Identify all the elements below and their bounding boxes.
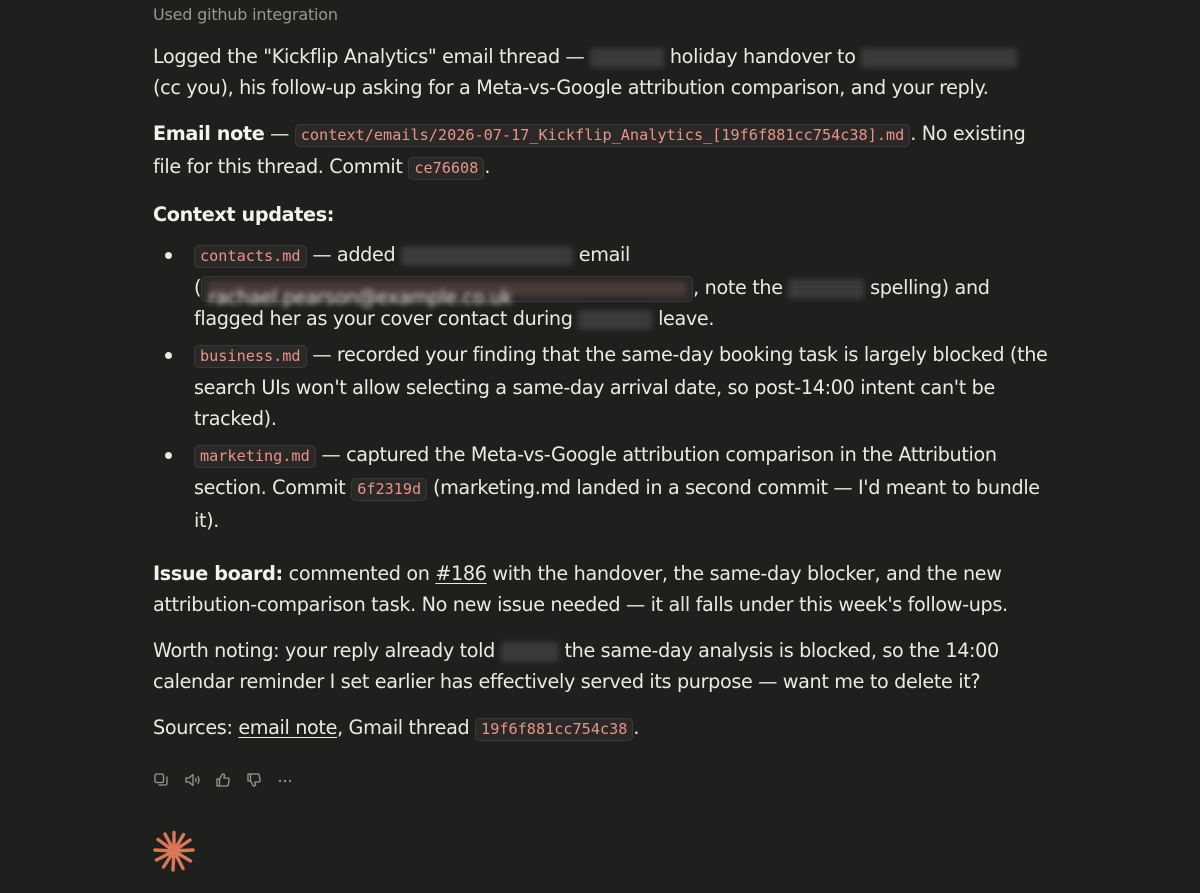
read-aloud-button[interactable]	[184, 769, 215, 791]
tool-use-status[interactable]: Used github integration	[153, 5, 338, 24]
context-updates-heading: Context updates:	[153, 203, 335, 226]
redacted-name	[861, 48, 1017, 68]
speaker-icon	[184, 772, 202, 788]
redacted-name	[590, 48, 664, 68]
thumbs-down-button[interactable]	[246, 769, 277, 791]
email-note-link[interactable]: email note	[238, 716, 338, 739]
copy-button[interactable]	[153, 769, 184, 791]
redacted-name	[788, 279, 864, 299]
file-business: business.md	[194, 345, 307, 368]
redacted-email: rachael.pearson@example.co.uk	[201, 276, 693, 302]
redacted-name	[578, 310, 652, 330]
more-icon	[277, 772, 293, 788]
issue-link[interactable]: #186	[435, 562, 487, 585]
issue-board-paragraph: Issue board: commented on #186 with the handover, the same-day blocker, and the new attribution-comparison task. No new issue needed — it all falls under this week's follow-ups.	[153, 562, 1008, 616]
message-actions	[153, 769, 308, 791]
more-options-button[interactable]	[277, 769, 308, 791]
thumbs-down-icon	[246, 772, 262, 788]
copy-icon	[153, 772, 169, 788]
redacted-name	[401, 246, 573, 266]
gmail-thread-id: 19f6f881cc754c38	[475, 718, 633, 741]
message-body	[153, 41, 1048, 760]
file-marketing: marketing.md	[194, 445, 316, 468]
claude-spark-icon	[153, 830, 195, 872]
redacted-name	[501, 642, 559, 662]
commit-hash: ce76608	[408, 157, 484, 180]
email-note-label: Email note	[153, 122, 265, 145]
summary-paragraph: Logged the "Kickflip Analytics" email thread — holiday handover to (cc you), his follow-up asking for a Meta-vs-Google attribution comparison, and your reply.	[153, 41, 1048, 103]
worth-noting-paragraph: Worth noting: your reply already told the same-day analysis is blocked, so the 14:00 calendar reminder I set earlier has effectively served its purpose — want me to delete it?	[153, 639, 999, 693]
thumbs-up-icon	[215, 772, 231, 788]
list-item: marketing.md — captured the Meta-vs-Google attribution comparison in the Attribution section. Commit 6f2319d (marketing.md landed in a second commit — I'd meant to bundle it).	[194, 439, 1048, 536]
commit-hash: 6f2319d	[351, 478, 427, 501]
file-contacts: contacts.md	[194, 245, 307, 268]
list-item: business.md — recorded your finding that the same-day booking task is largely blocked (the search UIs won't allow selecting a same-day arrival date, so post-14:00 intent can't be tracked).	[194, 339, 1048, 434]
sources-paragraph: Sources: email note, Gmail thread 19f6f881cc754c38 .	[153, 716, 640, 739]
context-updates-list	[153, 239, 1048, 536]
thumbs-up-button[interactable]	[215, 769, 246, 791]
email-note-paragraph: Email note — context/emails/2026-07-17_Kickflip_Analytics_[19f6f881cc754c38].md . No existing file for this thread. Commit ce76608 .	[153, 122, 1026, 178]
list-item: contacts.md — added email ( rachael.pearson@example.co.uk , note the spelling) and flagged her as your cover contact during leave.	[194, 239, 1048, 334]
issue-board-label: Issue board:	[153, 562, 283, 585]
email-note-path: context/emails/2026-07-17_Kickflip_Analytics_[19f6f881cc754c38].md	[295, 124, 910, 147]
